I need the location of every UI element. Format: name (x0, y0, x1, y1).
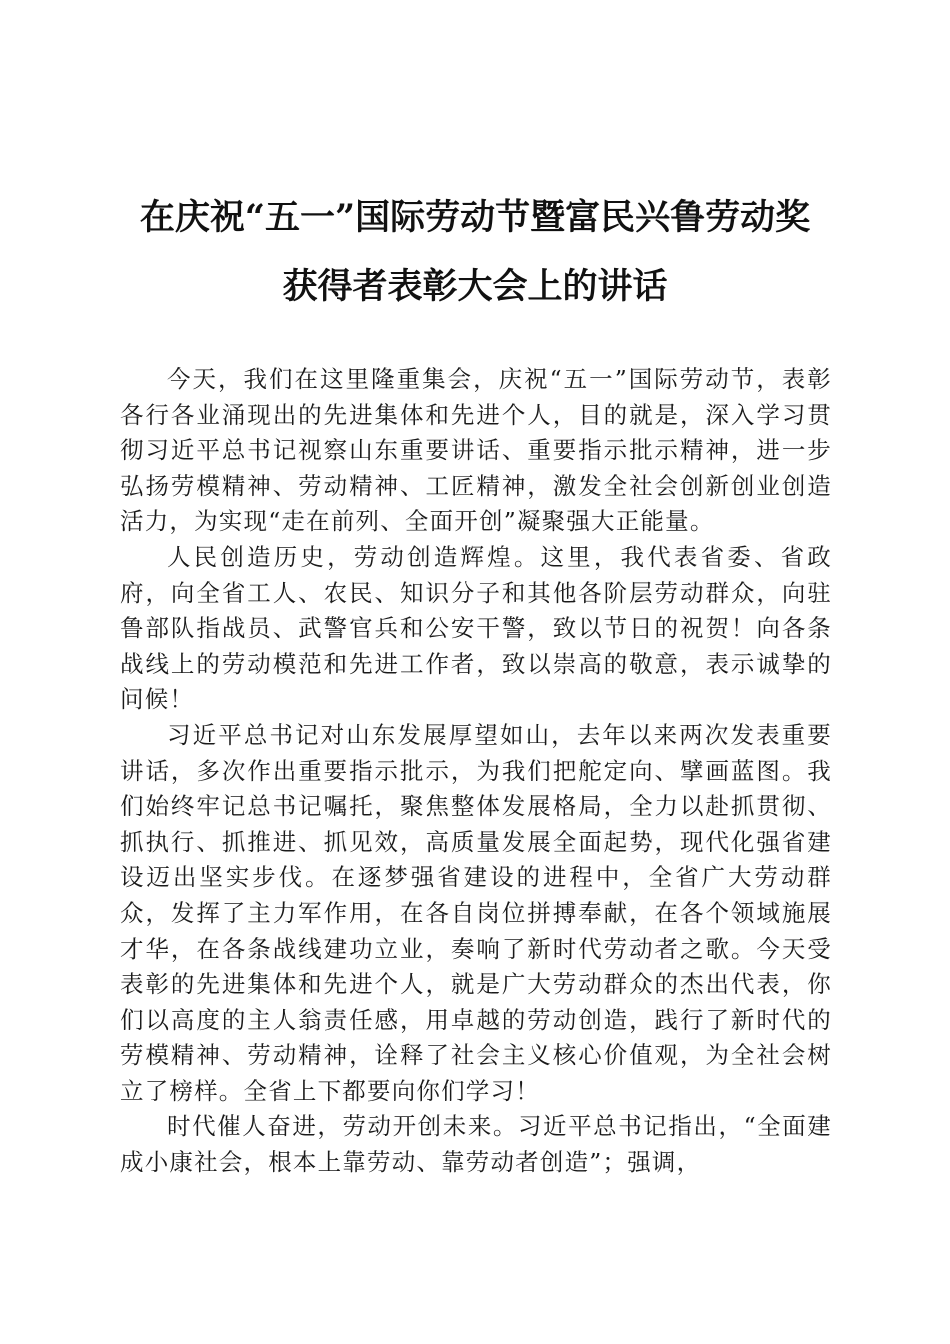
paragraph-4: 时代催人奋进，劳动开创未来。习近平总书记指出，“全面建成小康社会，根本上靠劳动、靠劳动者创造”；强调， (120, 1112, 832, 1177)
paragraph-3: 习近平总书记对山东发展厚望如山，去年以来两次发表重要讲话，多次作出重要指示批示，为我们把舵定向、擘画蓝图。我们始终牢记总书记嘱托，聚焦整体发展格局，全力以赴抓贯彻、抓执行、抓推进、抓见效，高质量发展全面起势，现代化强省建设迈出坚实步伐。在逐梦强省建设的进程中，全省广大劳动群众，发挥了主力军作用，在各自岗位拼搏奉献，在各个领域施展才华，在各条战线建功立业，奏响了新时代劳动者之歌。今天受表彰的先进集体和先进个人，就是广大劳动群众的杰出代表，你们以高度的主人翁责任感，用卓越的劳动创造，践行了新时代的劳模精神、劳动精神，诠释了社会主义核心价值观，为全社会树立了榜样。全省上下都要向你们学习！ (120, 720, 832, 1105)
document-title-line-2: 获得者表彰大会上的讲话 (282, 266, 668, 307)
document-title-line-1: 在庆祝“五一”国际劳动节暨富民兴鲁劳动奖 (139, 197, 811, 238)
paragraph-1: 今天，我们在这里隆重集会，庆祝“五一”国际劳动节，表彰各行各业涌现出的先进集体和先进个人，目的就是，深入学习贯彻习近平总书记视察山东重要讲话、重要指示批示精神，进一步弘扬劳模精神、劳动精神、工匠精神，激发全社会创新创业创造活力，为实现“走在前列、全面开创”凝聚强大正能量。 (120, 365, 832, 536)
paragraph-2: 人民创造历史，劳动创造辉煌。这里，我代表省委、省政府，向全省工人、农民、知识分子和其他各阶层劳动群众，向驻鲁部队指战员、武警官兵和公安干警，致以节日的祝贺！向各条战线上的劳动模范和先进工作者，致以崇高的敬意，表示诚挚的问候！ (120, 542, 832, 714)
document-body (120, 362, 832, 1181)
